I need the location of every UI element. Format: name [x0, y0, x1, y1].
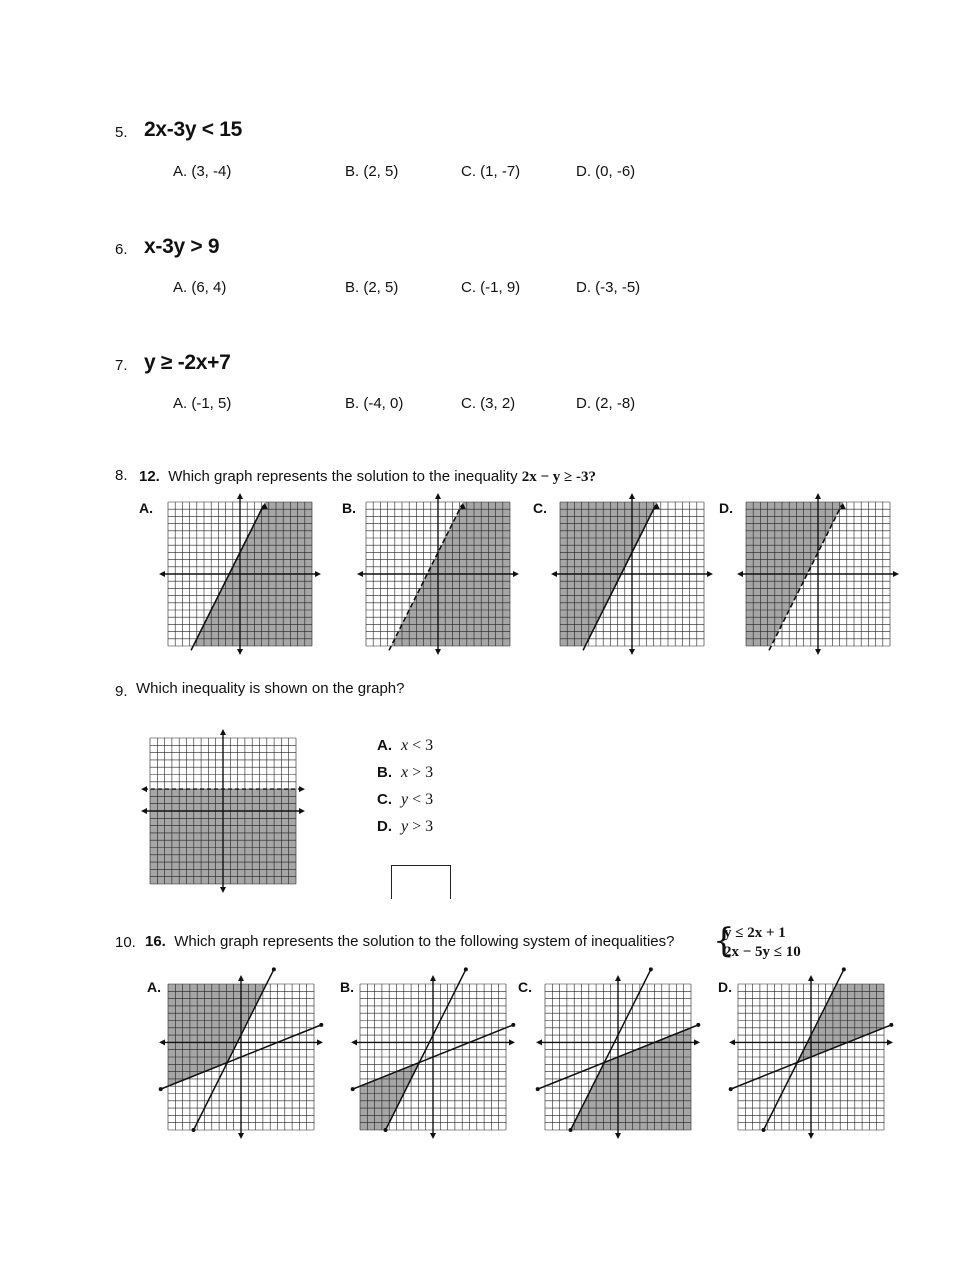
choice-operator: >	[412, 818, 422, 835]
graph	[140, 726, 310, 894]
arrow-left-icon	[729, 1039, 735, 1045]
arrow-down-icon	[435, 649, 441, 655]
choice-a[interactable]: A. (-1, 5)	[173, 395, 232, 412]
answer-box[interactable]	[391, 865, 451, 899]
arrow-up-icon	[815, 493, 821, 499]
choice-letter: D.	[377, 818, 392, 835]
choice-a[interactable]: A. (6, 4)	[173, 279, 227, 296]
choice-c[interactable]: C. (-1, 9)	[461, 279, 521, 296]
inequality-prefix: y	[144, 351, 161, 374]
endpoint-dot	[319, 1023, 323, 1027]
choice-value: 3	[425, 764, 434, 781]
graph-d[interactable]	[738, 490, 898, 654]
graph-label-d: D.	[718, 979, 732, 995]
endpoint-dot	[649, 967, 653, 971]
arrow-down-icon	[220, 887, 226, 893]
endpoint-dot	[569, 1128, 573, 1132]
question-number: 9.	[115, 683, 128, 700]
choice-b[interactable]: B. (2, 5)	[345, 279, 399, 296]
arrow-down-icon	[615, 1133, 621, 1139]
arrow-right-icon	[887, 1039, 893, 1045]
endpoint-dot	[762, 1128, 766, 1132]
question-number: 7.	[115, 357, 128, 374]
arrow-left-icon	[159, 1039, 165, 1045]
choice-value: 3	[425, 818, 434, 835]
graph-d[interactable]	[728, 972, 898, 1142]
arrow-left-icon	[357, 571, 363, 577]
arrow-down-icon	[815, 649, 821, 655]
graph-label-a: A.	[147, 979, 161, 995]
book-number: 16.	[145, 933, 166, 950]
shaded-region	[360, 1062, 419, 1130]
graph-label-b: B.	[342, 500, 356, 516]
choice-b[interactable]: B. (2, 5)	[345, 163, 399, 180]
graph-label-d: D.	[719, 500, 733, 516]
arrow-right-icon	[299, 786, 305, 792]
graph-c[interactable]	[535, 972, 705, 1142]
choice-d[interactable]	[377, 818, 433, 836]
choice-b[interactable]: B. (-4, 0)	[345, 395, 404, 412]
arrow-up-icon	[237, 493, 243, 499]
graph-label-b: B.	[340, 979, 354, 995]
arrow-left-icon	[536, 1039, 542, 1045]
question-number: 10.	[115, 934, 136, 951]
question-number: 8.	[115, 467, 128, 484]
system-line-1: y ≤ 2x + 1	[724, 925, 786, 941]
arrow-down-icon	[237, 649, 243, 655]
arrow-up-icon	[615, 975, 621, 981]
arrow-left-icon	[351, 1039, 357, 1045]
endpoint-dot	[384, 1128, 388, 1132]
endpoint-dot	[696, 1023, 700, 1027]
arrow-up-icon	[435, 493, 441, 499]
endpoint-dot	[192, 1128, 196, 1132]
choice-c[interactable]	[377, 791, 433, 809]
endpoint-dot	[272, 967, 276, 971]
arrow-up-icon	[808, 975, 814, 981]
arrow-up-icon	[430, 975, 436, 981]
book-number: 12.	[139, 468, 160, 485]
arrow-right-icon	[299, 808, 305, 814]
arrow-left-icon	[159, 571, 165, 577]
choice-variable: x	[401, 737, 409, 754]
arrow-down-icon	[430, 1133, 436, 1139]
graph-a[interactable]	[158, 972, 328, 1142]
graph-b[interactable]	[358, 490, 518, 654]
graph-label-c: C.	[533, 500, 547, 516]
prompt-text: Which graph represents the solution to the following system of inequalities?	[174, 933, 675, 950]
graph-c[interactable]	[552, 490, 712, 654]
choice-b[interactable]	[377, 764, 433, 782]
choice-variable: x	[401, 764, 409, 781]
arrow-right-icon	[509, 1039, 515, 1045]
choice-operator: <	[412, 737, 422, 754]
choice-a[interactable]	[377, 737, 433, 755]
graph-label-c: C.	[518, 979, 532, 995]
question-number: 5.	[115, 124, 128, 141]
graph-label-a: A.	[139, 500, 153, 516]
choice-operator: >	[412, 764, 422, 781]
endpoint-dot	[889, 1023, 893, 1027]
arrow-right-icon	[707, 571, 713, 577]
arrow-up-icon	[220, 729, 226, 735]
choice-variable: y	[401, 818, 409, 835]
choice-letter: A.	[377, 737, 392, 754]
arrow-left-icon	[141, 808, 147, 814]
question-inequality: x-3y > 9	[144, 235, 220, 258]
system-brace: {	[713, 921, 735, 961]
question-inequality	[144, 351, 231, 375]
question-prompt: Which inequality is shown on the graph?	[136, 680, 405, 697]
arrow-left-icon	[141, 786, 147, 792]
arrow-down-icon	[808, 1133, 814, 1139]
choice-operator: <	[412, 791, 422, 808]
choice-value: 3	[425, 791, 434, 808]
endpoint-dot	[351, 1087, 355, 1091]
graph-b[interactable]	[350, 972, 520, 1142]
graph-a[interactable]	[160, 490, 320, 654]
choice-d[interactable]: D. (-3, -5)	[576, 279, 641, 296]
endpoint-dot	[159, 1087, 163, 1091]
question-prompt	[145, 933, 674, 950]
endpoint-dot	[464, 967, 468, 971]
endpoint-dot	[729, 1087, 733, 1091]
inequality-suffix: -2x+7	[172, 351, 231, 374]
choice-c[interactable]: C. (1, -7)	[461, 163, 521, 180]
arrow-right-icon	[317, 1039, 323, 1045]
arrow-right-icon	[893, 571, 899, 577]
arrow-left-icon	[737, 571, 743, 577]
endpoint-dot	[842, 967, 846, 971]
question-prompt	[139, 468, 596, 486]
question-inequality: 2x-3y < 15	[144, 118, 243, 141]
prompt-inequality: 2x − y ≥ -3?	[521, 469, 597, 485]
choice-letter: B.	[377, 764, 392, 781]
endpoint-dot	[536, 1087, 540, 1091]
choice-d[interactable]: D. (0, -6)	[576, 163, 636, 180]
choice-letter: C.	[377, 791, 392, 808]
question-number: 6.	[115, 241, 128, 258]
inequality-symbol: ≥	[160, 351, 173, 374]
system-line-2: 2x − 5y ≤ 10	[724, 944, 801, 960]
arrow-right-icon	[694, 1039, 700, 1045]
choice-value: 3	[425, 737, 434, 754]
choice-a[interactable]: A. (3, -4)	[173, 163, 232, 180]
endpoint-dot	[511, 1023, 515, 1027]
prompt-text: Which graph represents the solution to the inequality	[168, 468, 518, 485]
choice-d[interactable]: D. (2, -8)	[576, 395, 636, 412]
arrow-down-icon	[629, 649, 635, 655]
choice-variable: y	[401, 791, 409, 808]
arrow-up-icon	[238, 975, 244, 981]
arrow-up-icon	[629, 493, 635, 499]
arrow-down-icon	[238, 1133, 244, 1139]
arrow-right-icon	[513, 571, 519, 577]
arrow-right-icon	[315, 571, 321, 577]
arrow-left-icon	[551, 571, 557, 577]
choice-c[interactable]: C. (3, 2)	[461, 395, 516, 412]
